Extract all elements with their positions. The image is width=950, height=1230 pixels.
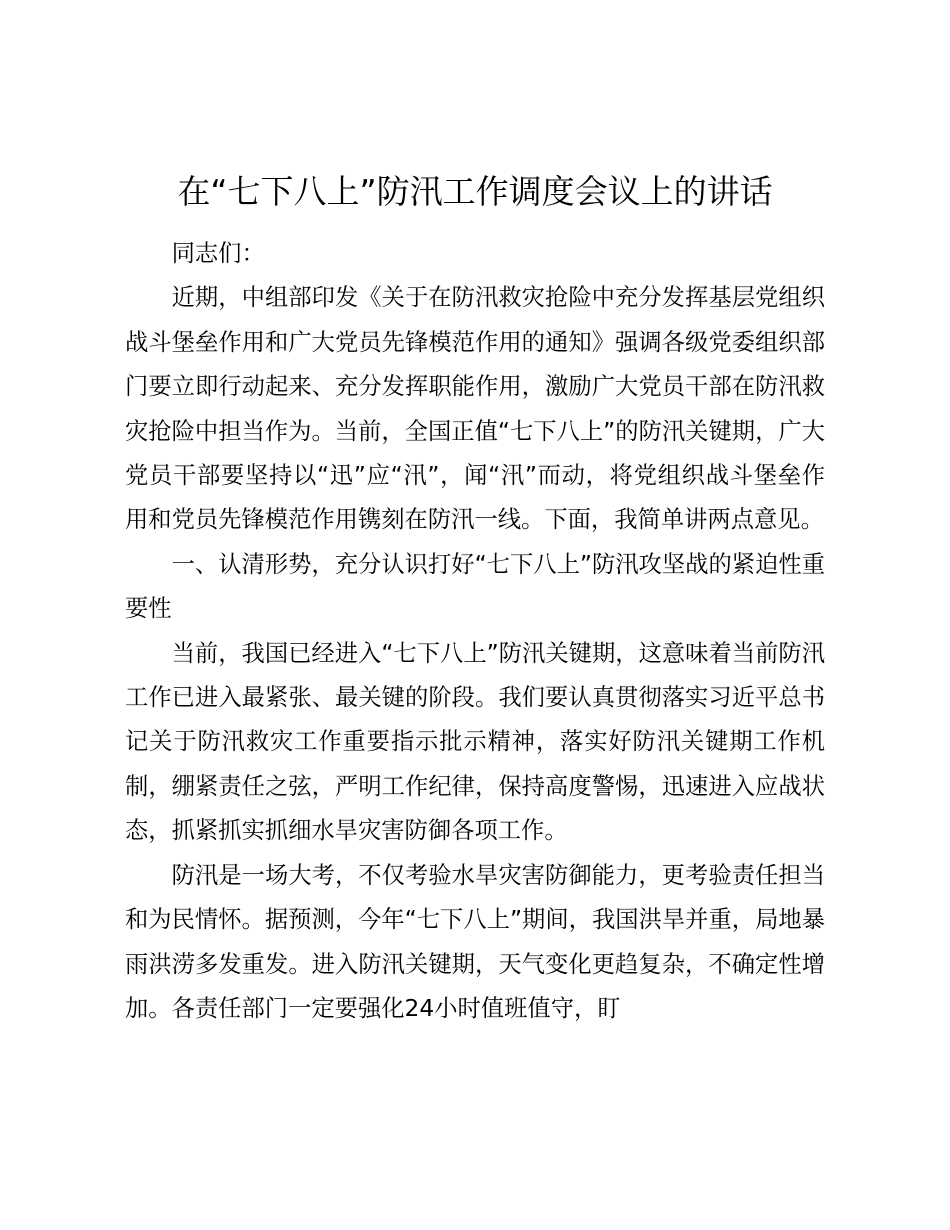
paragraph-intro: 近期，中组部印发《关于在防汛救灾抢险中充分发挥基层党组织战斗堡垒作用和广大党员先锋模范作用的通知》强调各级党委组织部门要立即行动起来、充分发挥职能作用，激励广大党员干部在防汛救灾抢险中担当作为。当前，全国正值“七下八上”的防汛关键期，广大党员干部要坚持以“迅”应“汛”，闻“汛”而动，将党组织战斗堡垒作用和党员先锋模范作用镌刻在防汛一线。下面，我简单讲两点意见。 xyxy=(125,284,825,534)
document-body xyxy=(125,232,825,1031)
paragraph-exam: 防汛是一场大考，不仅考验水旱灾害防御能力，更考验责任担当和为民情怀。据预测，今年“七下八上”期间，我国洪旱并重，局地暴雨洪涝多发重发。进入防汛关键期，天气变化更趋复杂，不确定性增加。各责任部门一定要强化24小时值班值守，盯 xyxy=(125,861,825,1022)
paragraph-situation: 当前，我国已经进入“七下八上”防汛关键期，这意味着当前防汛工作已进入最紧张、最关键的阶段。我们要认真贯彻落实习近平总书记关于防汛救灾工作重要指示批示精神，落实好防汛关键期工作机制，绷紧责任之弦，严明工作纪律，保持高度警惕，迅速进入应战状态，抓紧抓实抓细水旱灾害防御各项工作。 xyxy=(125,639,825,845)
section-heading-1: 一、认清形势，充分认识打好“七下八上”防汛攻坚战的紧迫性重要性 xyxy=(125,550,825,623)
document-title: 在“七下八上”防汛工作调度会议上的讲话 xyxy=(177,172,773,211)
salutation: 同志们： xyxy=(171,240,265,267)
